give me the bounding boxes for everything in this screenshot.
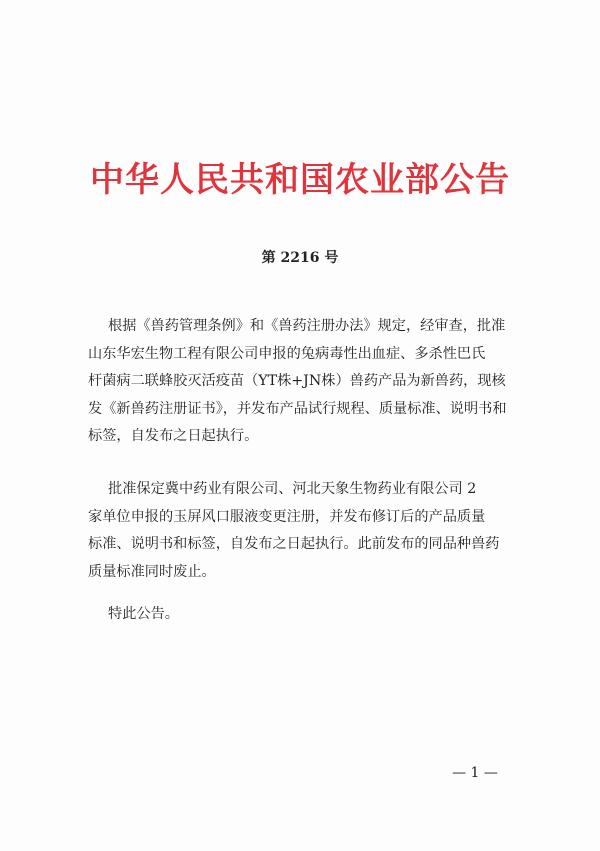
paragraph-line: 批准保定冀中药业有限公司、河北天象生物药业有限公司 2 (108, 481, 477, 497)
paragraph-line: 质量标准同时废止。 (88, 563, 216, 580)
paragraph-line: 山东华宏生物工程有限公司申报的兔病毒性出血症、多杀性巴氏 (88, 345, 486, 362)
paragraph-line: 标准、说明书和标签，自发布之日起执行。此前发布的同品种兽药 (88, 536, 500, 552)
paragraph-line: 杆菌病二联蜂胶灭活疫苗（YT株+JN株）兽药产品为新兽药，现核 (88, 373, 506, 389)
paragraph-line: 特此公告。 (108, 606, 179, 622)
paragraph-line: 标签，自发布之日起执行。 (88, 428, 259, 444)
page-number: — 1 — (452, 765, 498, 781)
paragraph-line: 发《新兽药注册证书》，并发布产品试行规程、质量标准、说明书和 (88, 400, 507, 417)
paragraph-closing (88, 601, 524, 629)
paragraph-line: 家单位申报的玉屏风口服液变更注册，并发布修订后的产品质量 (88, 508, 486, 525)
document-title: 中华人民共和国农业部公告 (90, 160, 510, 200)
announcement-number: 第 2216 号 (261, 250, 339, 266)
paragraph-approval-change-registration (88, 476, 524, 586)
paragraph-line: 根据《兽药管理条例》和《兽药注册办法》规定，经审查，批准 (108, 318, 506, 334)
paragraph-approval-new-drug (88, 313, 524, 451)
